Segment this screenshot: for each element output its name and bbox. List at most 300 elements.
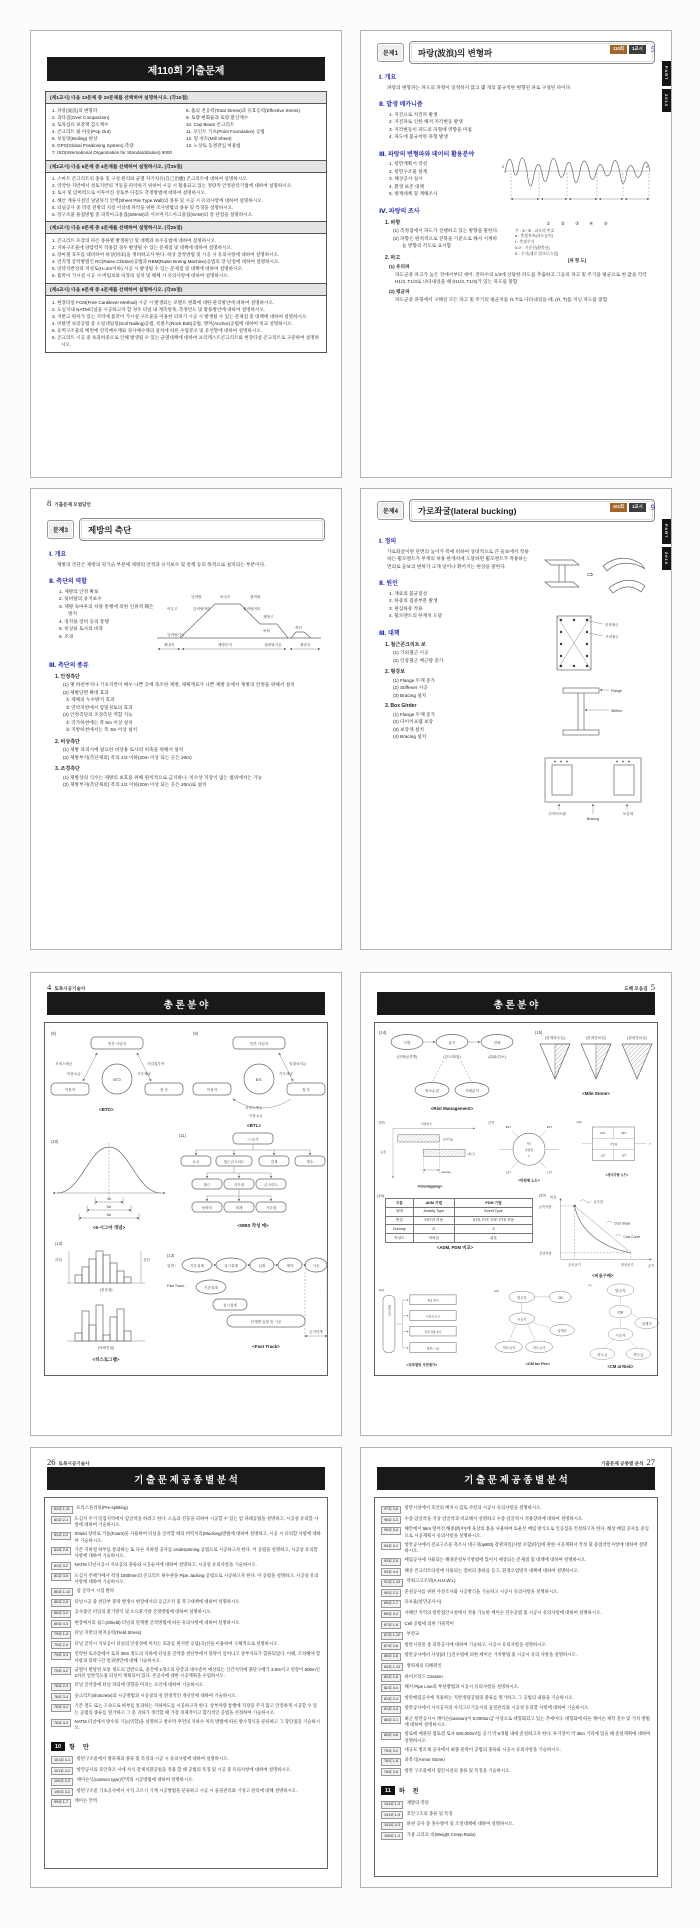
question-item: 7. ISO(International Organization for Standardization) 9000 xyxy=(52,150,173,156)
question-number-badge: 81회 2-1 xyxy=(51,1516,71,1524)
diagram-label: 공정 xyxy=(380,1150,386,1155)
question-number-badge: 80회 3-2 xyxy=(51,1610,71,1618)
diagram-label: 기본설계 xyxy=(204,1286,218,1290)
question-item: 4. 비탈면 보강공법 중 소일네일링(Soil Nailing)공법, 록볼트(Rock Bolt)공법, 앵커(Anchor)공법에 대하여 비교 설명하시오. xyxy=(52,320,293,326)
question-row xyxy=(51,1788,321,1796)
question-row xyxy=(51,1767,321,1775)
diagram-label: 정상비용 xyxy=(538,1251,552,1256)
question-item: 13. 노상토 동결관입 허용법 xyxy=(186,143,241,149)
question-number-badge: 100회 1-3 xyxy=(381,1832,403,1840)
diagram-number: (17) xyxy=(488,1120,495,1125)
diagram-number: (18) xyxy=(576,1119,582,1124)
question-item: 6. 흙막이 가시설 시공 시 버팀보와 띠장의 설치 및 해체 시 유의사항에 대하여 설명하시오. xyxy=(52,273,230,279)
section-heading: Ⅲ. 측단의 종류 xyxy=(49,662,89,669)
exam-session-4 xyxy=(46,283,326,352)
diagram-label: 급속점 xyxy=(593,1200,604,1205)
section-heading: Ⅳ. 파랑의 조사 xyxy=(379,208,420,215)
diagram-number: (11) xyxy=(179,1133,187,1138)
question-number-badge: 87회 1-6 xyxy=(381,1621,401,1629)
question-item: 3. 장마철 호우를 대비하여 하상(河床)을 정비하고자 한다. 하상 굴착방법 및 시공 시 유의사항에 대하여 설명하시오. xyxy=(52,252,280,258)
question-item: 5. 터널공사 중 막장 전방의 지질 이상대 파악을 위한 조사방법의 종류 및 특징을 설명하시오. xyxy=(52,204,234,210)
risk-management-diagram xyxy=(377,1027,527,1113)
diagram-number: (23) xyxy=(588,1284,592,1287)
question-item: 6. 콘크리트 시공 중 초과하중으로 인해 발생될 수 있는 균열대책에 대하여 프리캐스트콘크리트와 현장타설 콘크리트로 구분하여 설명하시오. xyxy=(52,335,320,348)
question-row xyxy=(51,1798,321,1806)
question-number-badge: 80회 4-3 xyxy=(51,1620,71,1628)
table-cell: Event Type xyxy=(455,1207,533,1216)
figure-caption: [파 형 도] xyxy=(567,257,587,263)
square-node-diagram xyxy=(575,1117,659,1179)
question-text: 터널 굴착중에 터널 파괴에 영향을 미치는 요인에 대하여 기술하시오. xyxy=(74,1682,205,1688)
box-girder-diagram xyxy=(539,752,647,822)
question-row xyxy=(51,1588,321,1596)
page-number: 9 xyxy=(650,502,655,512)
edge-index-tabs xyxy=(662,519,671,570)
list-item: 5. 방재대책 및 재해조사 xyxy=(389,191,438,197)
question-item: 1. 콘크리트 포장의 파손 종류별 발생원인 및 대책과 보수공법에 대하여 설명하시오. xyxy=(52,237,217,243)
diagram-number: (10) xyxy=(51,1139,59,1144)
question-number-badge: 82회 4-4 xyxy=(381,1684,401,1692)
question-text: 케이슨식(caisson type)안벽의 시공방법에 대하여 설명하시오. xyxy=(76,1777,194,1783)
page-header xyxy=(377,1457,655,1467)
question-item: 5. 연약지반상의 저성토(H=2m이하) 시공 시 발생될 수 있는 문제점 및 대책에 대하여 설명하시오. xyxy=(52,266,244,272)
question-number-badge: 78회 4-1 xyxy=(51,1704,71,1712)
diagram-label: 현장 분석 xyxy=(427,1299,439,1303)
table-cell: 형태 xyxy=(386,1207,414,1216)
diagram-label: Cost Curve xyxy=(623,1234,641,1239)
question-item: 2. 연약한 지반에서 성토지반의 거동을 파악하기 위하여 시공 시 활용되고 있는 정량적 안정관리기법에 대하여 설명하시오. xyxy=(52,183,293,189)
question-row xyxy=(381,1568,651,1576)
section-banner: 총 론 분 야 xyxy=(47,992,325,1015)
table-cell: ADM 기법 xyxy=(413,1199,455,1208)
question-text: 현장에서의 쉴드(Shield) 터널의 단계별 굴착방법에 따른 유의사항에 대하여 설명하시오. xyxy=(74,1619,241,1625)
diagram-caption: <ADM, PDM 비교> xyxy=(436,1244,474,1250)
diagram-label: 공기 xyxy=(647,1263,655,1268)
question-text: 서해안 지역의 항만접안시설에서 적용 가능한 케이슨 진수공법 및 시공시 유의사항에 대하여 설명하시오. xyxy=(404,1610,602,1616)
list-item: (4) Bracing 설치 xyxy=(393,734,427,740)
question-text: 부잔교 xyxy=(406,1631,420,1637)
exam-session-1 xyxy=(46,92,326,160)
two-column-question-list xyxy=(46,104,326,160)
question-text: 기존 철도 또는 고속도로 하부를 통과하는 지하차도를 시공하고자 한다. 상부차량 통행에 지장을 주지 않고 안전하게 시공할 수 있는 공법의 종류를 열거하고 그 중 귀하가 생각할 때 가장 경제적이고 합리적인 공법을 선정하여 기술하시오. xyxy=(74,1703,318,1716)
page-header-label: 도해 모음집 xyxy=(624,986,648,991)
question-number-badge: 78회 2-3 xyxy=(51,1683,71,1691)
diagram-label: 작업명 xyxy=(525,1148,533,1152)
diagram-number: (19) xyxy=(377,1193,385,1198)
subsection-heading: 2. 형강보 xyxy=(385,669,406,676)
text-column xyxy=(379,528,533,822)
question-row xyxy=(51,1547,321,1560)
diagram-number: (22) xyxy=(494,1289,500,1293)
table-cell: FST만 허용 xyxy=(413,1216,455,1225)
question-row xyxy=(51,1703,321,1716)
section-heading: Ⅲ. 대책 xyxy=(379,630,400,637)
question-row xyxy=(381,1695,651,1703)
question-text: 호안구조의 종류 및 특징 xyxy=(406,1810,453,1816)
diagram-number: (13) xyxy=(167,1253,175,1258)
page-header-label: 기출문제 공종별 분석 xyxy=(601,1461,644,1466)
diagram-label: 공기단축 xyxy=(309,1330,323,1334)
exam-round-badge: 101회 xyxy=(610,503,627,512)
numbered-list xyxy=(389,590,533,620)
question-number-badge: 81회 3-2 xyxy=(51,1562,71,1570)
diagram-label: 뒷비탈기슭 xyxy=(264,642,282,647)
diagram-label: 계획수립 xyxy=(387,1305,391,1316)
diagram-label: 제외지 xyxy=(299,642,311,647)
list-item: ① 국가하천에는 폭 5m 이상 설치 xyxy=(63,719,133,725)
question-row xyxy=(381,1768,651,1776)
question-text: 도심지 주거 밀집지역에서 암굴착을 하려고 한다. 소음과 진동을 피하여 시공할 수 있는 암 파쇄공법을 설명하고, 시공상 유의할 사항에 대하여 기술하시오. xyxy=(74,1515,319,1528)
page-number: 26 xyxy=(47,1457,56,1467)
diagram-label: 타당성 조사 xyxy=(426,1315,440,1319)
wave-number-row: ① ② ③ ④ ⑤ xyxy=(546,220,608,226)
question-row xyxy=(51,1599,321,1607)
question-number-badge: 94회 4-1 xyxy=(381,1542,401,1550)
question-number-badge: 81회 4-4 xyxy=(381,1706,401,1714)
question-row xyxy=(51,1516,321,1529)
diagram-label: 하한 xyxy=(55,1258,62,1262)
diagram-number: (8) xyxy=(51,1031,57,1036)
list-item: (2) 제방부지(측단제외) 폭의 1/2 이하(20m 이상 되는 곳은 20m)로 설치 xyxy=(63,782,207,788)
page-header xyxy=(377,982,655,992)
diagram-label: 뒷비탈머리 xyxy=(243,606,261,611)
wave-figure xyxy=(501,141,653,264)
numbered-list xyxy=(393,649,533,664)
question-item: 9. 토량 변화율과 토량 환산계수 xyxy=(186,114,249,120)
question-row xyxy=(51,1630,321,1638)
question-row xyxy=(381,1621,651,1629)
diagram-label: 둑마루 xyxy=(220,594,231,599)
list-item: (1) Flange 두께 증가 xyxy=(393,711,436,717)
page-number: 5 xyxy=(650,44,655,54)
question-row-list xyxy=(51,1505,321,1732)
section-heading: Ⅰ. 개요 xyxy=(49,552,67,558)
question-text: Shield 장비로 거품(Foam)을 사용하여 터널을 굴착할 때의 버력처리(Mucking)방법에 대하여 설명하고, 시공 시 유의할 사항에 대하여 기술하시오. xyxy=(74,1531,321,1543)
diagram-label: 사례분석 xyxy=(465,1089,479,1093)
question-number-badge: 96회 3-3 xyxy=(381,1516,401,1524)
diagram-label: LFT xyxy=(547,1171,553,1175)
diagram-label: 발주자 xyxy=(615,1289,626,1294)
diagram-label: 콘크리트 xyxy=(264,1183,278,1187)
question-number-badge: 79회 4-2 xyxy=(51,1667,71,1675)
question-number-badge: 89회 3-2 xyxy=(381,1610,401,1618)
diagram-label: 철근콘크리트 xyxy=(223,1160,245,1164)
diagram-caption: <히스토그램> xyxy=(92,1357,120,1362)
question-row xyxy=(51,1693,321,1701)
diagram-label: 앞비탈머리 xyxy=(193,606,211,611)
list-item: ② 연약지반에서 압밀성토의 효과 xyxy=(63,704,133,710)
diagram-label: 기부채납 xyxy=(137,1072,151,1076)
cm-for-fee-diagram xyxy=(493,1285,589,1369)
table-cell: PDM 기법 xyxy=(455,1199,533,1208)
diagram-caption: <BTL> xyxy=(247,1123,262,1128)
question-row xyxy=(51,1682,321,1690)
question-number-badge: 100회 2-3 xyxy=(51,1778,73,1786)
legend-line: 0-0′ : 기준선(횡축선) xyxy=(515,245,550,251)
question-number-badge: 87회 2-6 xyxy=(381,1642,401,1650)
question-text: 해저 Pipe Line의 부설방법과 시공시 유의사항을 설명하시오. xyxy=(404,1684,520,1690)
diagram-number: (12) xyxy=(55,1241,63,1246)
list-item: 1. 제방의 안정 확보 xyxy=(59,588,99,594)
list-item: (3) Bracing 설치 xyxy=(393,692,427,698)
diagram-caption: <CM at Risk> xyxy=(607,1364,634,1370)
diagram-label: 앞비탈기슭 xyxy=(167,632,185,637)
diagram-label: 실시설계 xyxy=(223,1303,237,1308)
list-item: (2) 다이어프램 보강 xyxy=(393,719,434,725)
question-text: 항만공사의 호안축조 시에 사석 강제치환공법을 적용 할 때 공법의 특징 및 시공 중 유의사항에 대하여 설명하시오. xyxy=(76,1766,292,1772)
question-item: 6. GPS(Global Positioning System) 측량 xyxy=(52,143,134,149)
list-item: 4. 휨모멘트의 한계치 도달 xyxy=(389,613,443,619)
page-diagram-collection-general-right xyxy=(360,972,672,1436)
diagram-collection-box xyxy=(44,1022,328,1376)
diagram-label: 측단 xyxy=(295,625,302,630)
question-text: 최근 항만공사시 케이슨(cassion)이 5,000ton급 이상으로 대형화되고 있는 추세이다. 대형화에 따른 케이슨 제작 진수 및 거치 방법에 대하여 설명하시오. xyxy=(404,1715,650,1728)
diagram-label: 일반 : xyxy=(167,1264,176,1268)
subsection-heading: (1) 유의파 xyxy=(389,263,410,269)
diagram-number: (16) xyxy=(378,1120,385,1125)
question-row xyxy=(51,1620,321,1628)
question-item: 1. 파랑(波浪)의 변형파 xyxy=(52,107,98,113)
question-number-badge: 80회 2-1 xyxy=(381,1716,401,1724)
question-number-badge: 95회 3-4 xyxy=(381,1527,401,1535)
diagram-caption: <Fast Track> xyxy=(252,1344,280,1349)
diagram-number: (20) xyxy=(538,1192,546,1198)
diagram-label: 이용요금 xyxy=(67,1072,81,1076)
diagram-label: EFT xyxy=(547,1125,553,1129)
list-item: (1) 측정점에서 파도가 진행하고 있는 방향을 말한다. xyxy=(393,228,499,234)
numbered-list xyxy=(63,746,323,761)
diagram-label: 전략 xyxy=(493,1041,501,1045)
question-number-badge: 79회 2-4 xyxy=(51,1641,71,1649)
page-number: 8 xyxy=(47,498,52,508)
diagram-caption: <Mile Stone> xyxy=(582,1091,610,1096)
paragraph: 파랑의 변형파는 파도의 파형이 일정하지 않고 몇 개의 불규칙한 변형된 파로 구성된 파이다. xyxy=(387,84,572,90)
paragraph: 제방의 측단은 제방의 뒷기슭 부분에 제방의 안정과 유지보수 및 통행 등의 목적으로 설치되는 부분이다. xyxy=(57,561,266,567)
question-row xyxy=(381,1731,651,1744)
page-header-label: 기출문제 모범답안 xyxy=(54,502,92,507)
category-number: 10 xyxy=(51,1742,65,1751)
diagram-label: CM xyxy=(617,1310,624,1315)
wbs-tree-diagram xyxy=(177,1129,329,1231)
arrow-glyph: ⇨ xyxy=(587,570,594,579)
diagram-label: EST xyxy=(505,1125,512,1129)
list-item: (1) Flange 두께 증가 xyxy=(393,677,436,683)
diagram-label: 작업일수 xyxy=(421,1122,433,1127)
question-number-badge: 93회 4-4 xyxy=(381,1568,401,1576)
question-number-badge: 84회 1-13 xyxy=(381,1663,403,1671)
wave-legend xyxy=(515,228,653,257)
diagram-label: (회피/감소) xyxy=(488,1055,506,1059)
diagram-label: overlap xyxy=(441,1170,451,1175)
question-list xyxy=(46,296,326,352)
question-text: 대규모 방조제 공사에서 최종 물막이 공법의 종류와 시공시 유의사항을 기술하시오. xyxy=(404,1746,561,1752)
question-number-badge: 85회 2-6 xyxy=(381,1653,401,1661)
list-item: (2) Stiffener 시공 xyxy=(393,685,428,691)
diagram-label: 강재 xyxy=(270,1160,278,1164)
question-text: 하천 공사 중 홍수방어 및 조절대책에 대하여 설명하시오. xyxy=(406,1821,514,1827)
question-item: 3. 토목섬유 보강재 감소계수 xyxy=(52,121,109,127)
page-header xyxy=(47,1457,325,1467)
diagram-caption: (이빠진형) xyxy=(97,1346,115,1350)
list-item: 2. 하중의 집중부분 발생 xyxy=(389,598,438,604)
problem-number-box: 문제3 xyxy=(47,520,74,539)
diagram-label: 하도급사 xyxy=(532,1345,546,1350)
question-text: 암 굴착시 시험 발파 xyxy=(76,1587,115,1593)
page-header-label: 토목시공기술사 xyxy=(58,1461,90,1466)
table-cell: X xyxy=(455,1225,533,1234)
exam-round-badge: 110회 xyxy=(610,45,627,54)
question-number-badge: 78회 4-3 xyxy=(51,1719,71,1727)
diagram-label: 단계별 입찰 및 시공 xyxy=(250,1320,282,1324)
question-row xyxy=(381,1589,651,1597)
category-number: 11 xyxy=(381,1786,395,1795)
diagram-label: 작업명 xyxy=(609,1143,618,1147)
question-text: 항만공사에서 사석공사의 사석고르기공사의 품질관리와 시공성 유의할 사항에 대하여 기술하시오. xyxy=(404,1705,590,1711)
diagram-caption: <WBS 작성 예> xyxy=(237,1223,269,1228)
diagram-label: 둑턱 xyxy=(263,628,270,633)
question-text: 유보율(항만공사시) xyxy=(404,1599,442,1605)
diagram-caption: <정사각형 노드> xyxy=(605,1173,629,1177)
list-item: 3. 제방 둑마루의 차량 통행에 의한 인위적 훼손 방지 xyxy=(59,603,155,617)
question-row xyxy=(51,1719,321,1732)
question-text: 매립공사에 사용되는 해양준설투기방법에 있어서 예상되는 문제점 및 대책에 대하여 설명하시오. xyxy=(404,1557,587,1563)
question-number-badge: 79회 1-4 xyxy=(51,1631,71,1639)
section-banner: 기 출 문 제 공 종 별 분 석 xyxy=(377,1467,655,1490)
list-item: 2. 항만구조물 설계 xyxy=(389,168,428,174)
diagram-label: 계약 xyxy=(286,1264,294,1268)
question-text: 균열이 발달된 보통 정도의 암반으로, 중간에 2개소의 단층과 대수층이 예상되는 산간지역에 종단구배가 3.5%이고 연장이 600m인 2차선 일반국도용 터널이 계획되어 있다. 본공사에 대한 시공계획을 수립하시오. xyxy=(74,1666,320,1679)
numbered-list xyxy=(63,774,323,789)
question-number-badge: 79회 3-2 xyxy=(381,1747,401,1755)
overlapping-diagram xyxy=(377,1117,481,1191)
exam-session-badges xyxy=(610,44,655,54)
paragraph: 가로좌굴이란 단면의 높이가 폭에 비하여 상대적으로 큰 들보에서 작용하는 휨모멘트가 부재의 허용 한계치에 도달하면 휨모멘트가 작용하는 면외로 들보의 변위가 크게 일어나 휘어지는 현상을 말한다. xyxy=(387,548,529,569)
list-item: 2. 뒷비탈의 유지보수 xyxy=(59,596,102,602)
section-heading: Ⅲ. 파랑의 변형파와 데이터 활용분야 xyxy=(379,151,475,158)
diagram-label: Flange xyxy=(611,689,622,693)
diagram-label: 인장철근 xyxy=(605,623,619,627)
six-sigma-diagram xyxy=(49,1135,169,1231)
diagram-label: 기본설계 xyxy=(190,1264,204,1268)
problem-title: 파랑(波浪)의 변형파 xyxy=(409,41,655,64)
diagram-collection-box xyxy=(374,1022,658,1376)
list-item: 1. 재료의 불균질성 xyxy=(389,590,428,596)
question-number-badge: 87회 1-12 xyxy=(381,1632,403,1640)
question-list xyxy=(46,173,326,222)
list-item: (2) 제방단면 확대 효과 xyxy=(63,689,109,695)
diagram-label: 5σ xyxy=(106,1205,112,1209)
page-diagram-collection-general-left xyxy=(30,972,342,1436)
question-text: 항만구조물에서 방파제의 종류 및 특징과 시공 시 유의사항에 대하여 설명하시오. xyxy=(76,1756,229,1762)
numbered-list xyxy=(393,711,533,741)
list-item: (1) 가외철근 시공 xyxy=(393,650,429,656)
wave-profile-diagram xyxy=(501,141,653,221)
diagram-label: 하도급사 xyxy=(502,1345,516,1350)
diagram-label: 식별 xyxy=(403,1041,411,1045)
diagram-label: 다이어프램 xyxy=(548,812,566,816)
question-text: 기존 지하철 하부를 통과하는 또 다른 지하철 공사를 Underpinning 공법으로 시공하고자 한다. 이 공법을 설명하고, 시공상 유의할 사항에 대하여 기술하시오. xyxy=(74,1546,318,1559)
question-row-list xyxy=(381,1800,651,1840)
diagram-number: (21) xyxy=(378,1288,385,1293)
question-item: 4. 연직갱 굴착방법인 RC(Raise Climber)공법과 RBM(Raise Boring Machine)공법의 장·단점에 대하여 설명하시오. xyxy=(52,259,280,265)
question-number-badge: 101회 4-2 xyxy=(51,1767,73,1775)
question-item: 11. 포인트 기초(Point Foundation) 공법 xyxy=(186,128,265,134)
list-item: 5. 비상용 토사의 비축 xyxy=(59,626,104,632)
diagram-label: 비용 xyxy=(550,1195,557,1200)
legend-line: a : 측정진폭(파도높이) xyxy=(515,233,554,239)
table-cell: 어려움 xyxy=(413,1234,455,1243)
list-item: ② 지방하천에서는 폭 3m 이상 설치 xyxy=(63,727,138,733)
diagram-caption: <리모델링 사전평가> xyxy=(406,1362,438,1367)
question-row xyxy=(51,1562,321,1570)
diagram-label: 시공사 xyxy=(615,1333,626,1338)
diagram-label: 제방부지 xyxy=(218,642,232,647)
question-number-badge: 80회 2-5 xyxy=(51,1599,71,1607)
question-text: 터널 지반의 현지응력(Field Stress) xyxy=(74,1630,142,1636)
adm-pdm-table xyxy=(385,1198,533,1243)
diagram-label: 동바리 xyxy=(201,1206,213,1210)
question-item: 10. Cap Beam 콘크리트 xyxy=(186,121,235,127)
diagram-label: 이용요금 xyxy=(249,1114,263,1118)
question-text: 케이슨 안벽 xyxy=(74,1798,97,1804)
question-number-badge: 90회 2-3 xyxy=(381,1589,401,1597)
remodeling-evaluation-diagram xyxy=(377,1285,489,1369)
question-number-badge: 79회 3-3 xyxy=(51,1652,71,1660)
category-section-header xyxy=(51,1742,321,1751)
table-cell: 연결 xyxy=(386,1216,414,1225)
session-header: (제3교시) 다음 6문제 중 4문제를 선택하여 설명하시오. (각25점) xyxy=(46,221,326,234)
answer-content xyxy=(379,528,653,822)
question-number-badge: 99회 1-7 xyxy=(51,1799,71,1807)
question-text: 연약한 토사층에서 토피 30m 정도의 지하에 터널을 굴착중 천단부에서 붕락이 일어나고 상부지표가 함몰되었다. 이때, 조치해야 할 사항과 붕락구간 통과방안에 대해 기술하시오. xyxy=(74,1651,321,1664)
diagram-label: 제방고 xyxy=(263,614,274,619)
question-row xyxy=(381,1705,651,1713)
question-text: 항만구조물 기초공사에서 사석 고르기 기계 시공방법을 분류하고 시공 시 품질관리와 기성고 관리에 대해 설명하시오. xyxy=(76,1787,298,1793)
question-number-badge: 81회 3-5 xyxy=(51,1573,71,1581)
question-text: Cell 공법에 의한 가물막이 xyxy=(404,1620,454,1626)
question-row xyxy=(381,1663,651,1671)
legend-line: t : 측정주기 xyxy=(515,239,535,245)
diagram-caption: <비용구배> xyxy=(592,1273,614,1279)
diagram-label: 환경 영향 평가 xyxy=(424,1330,442,1334)
diagram-label: 서비스제공 xyxy=(55,1062,73,1066)
diagram-label: 앞비탈 xyxy=(191,594,202,599)
list-item: ① 제체의 누수방지 효과 xyxy=(63,697,115,703)
year-tab: 2013 xyxy=(662,547,671,570)
question-row xyxy=(381,1652,651,1660)
list-item: 6. 조경 xyxy=(59,633,74,639)
list-item: (2) 파향은 원칙적으로 진북을 기준으로 해서 시계바늘 방향의 각도로 표시함 xyxy=(393,235,498,249)
list-item: (2) 인장철근 배근량 증가 xyxy=(393,657,444,663)
list-item: 1. 지진으로 지진파 발생 xyxy=(389,111,438,117)
question-row xyxy=(381,1516,651,1524)
diagram-label: (단계/공종별) xyxy=(396,1055,418,1059)
category-title: 하 천 xyxy=(398,1788,422,1796)
bto-diagram xyxy=(47,1027,187,1127)
numbered-list xyxy=(389,111,653,141)
question-text: 터널시공 중 천단부 붕락 발생시 현장에서의 응급조치 및 복구대책에 대하여 설명하시오. xyxy=(74,1598,241,1604)
section-heading: Ⅱ. 원인 xyxy=(379,581,398,588)
diagram-label: 민간 사업자 xyxy=(249,1042,269,1046)
diagram-caption: <Rist Management> xyxy=(430,1106,474,1111)
legend-line: 주 : ①~⑤ : 파도의 번호 xyxy=(515,227,555,233)
diagram-label: CM xyxy=(557,1295,563,1300)
table-cell: Dummy xyxy=(386,1225,414,1234)
btl-diagram xyxy=(189,1027,329,1131)
question-item: 1. 스마트 콘크리트의 종류 및 구성 원리와 균열 자기치유(自己治癒) 콘크리트에 대하여 설명하시오. xyxy=(52,176,248,182)
diagram-label: 실시설계 xyxy=(224,1264,238,1268)
diagram-caption: <6-시그마 개념> xyxy=(92,1225,126,1230)
